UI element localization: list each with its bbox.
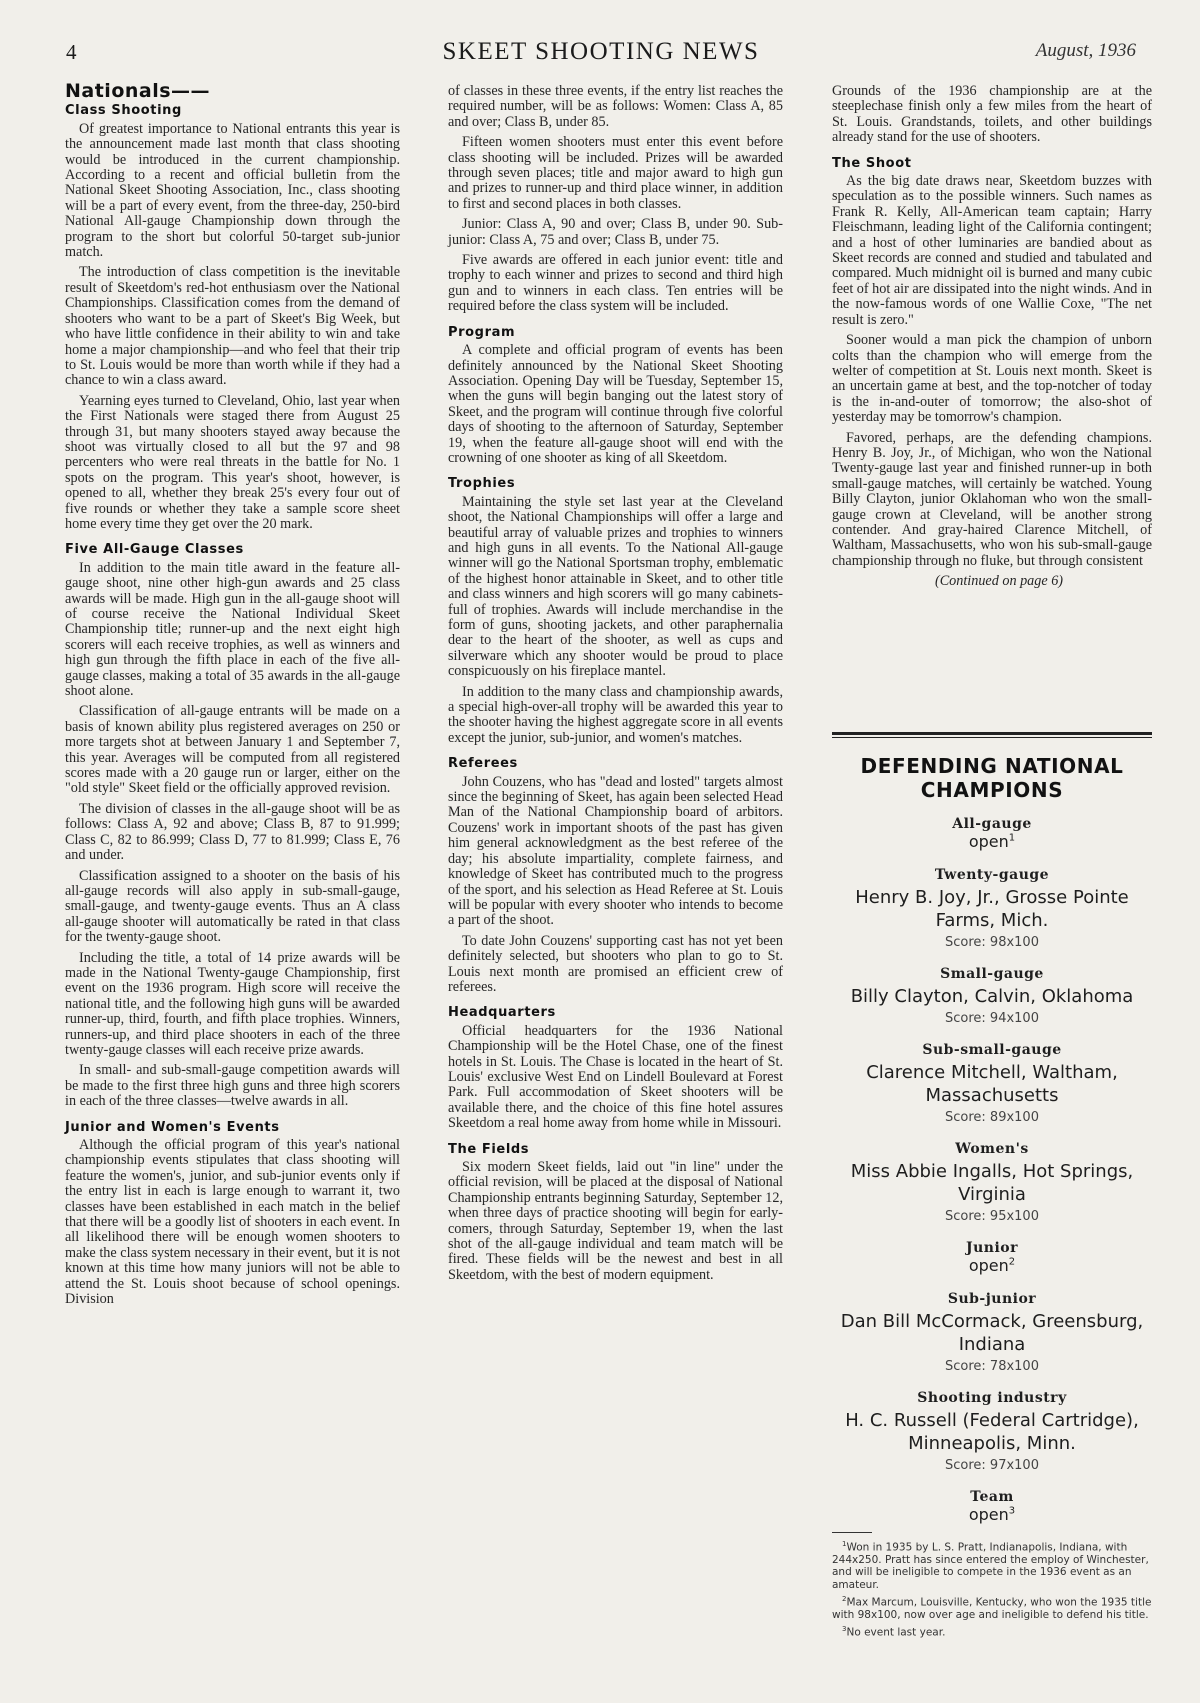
article-column-2: [448, 84, 783, 1288]
champion-entry-team: [832, 1489, 1152, 1524]
champion-name: Dan Bill McCormack, Greensburg, Indiana: [840, 1311, 1144, 1355]
category-name: Sub-junior: [947, 1291, 1037, 1307]
paragraph: Classification assigned to a shooter on the basis of his all-gauge records will also apply in sub-small-gauge, small-gauge, and twenty-gauge events. Thus an A class all-gauge shooter will automatically be rated in that class for the twenty-gauge shoot.: [65, 867, 400, 946]
category-name: Sub-small-gauge: [922, 1042, 1062, 1058]
section-heading: Class Shooting: [65, 103, 182, 119]
paragraph: The division of classes in the all-gauge shoot will be as follows: Class A, 92 and above; Class B, 87 to 91.999; Class C, 82 to 86.999; Class D, 77 to 81.999; Class E, 76 and under.: [65, 800, 400, 864]
paragraph: Official headquarters for the 1936 National Championship will be the Hotel Chase, one of the finest hotels in St. Louis. The Chase is located in the heart of St. Louis' exclusive West End on Lindell Boulevard at Forest Park. Full accommodation of Skeet shooters will be available there, and the choice of this fine hotel assures Skeetdom a real home away from home while in Missouri.: [448, 1022, 783, 1132]
paragraph: To date John Couzens' supporting cast has not yet been definitely selected, but shooters who plan to go to St. Louis next month are promised an efficient crew of referees.: [448, 932, 783, 995]
champion-score: Score: 94x100: [945, 1011, 1039, 1026]
article-column-3: [832, 84, 1152, 595]
paragraph: Of greatest importance to National entrants this year is the announcement made last month that class shooting would be introduced in the current championship. According to a recent and official bulletin from the National Skeet Shooting Association, Inc., class shooting will be a part of every event, from the three-day, 250-bird National All-gauge Championship down through the program to the short but colorful 50-target sub-junior match.: [65, 120, 400, 261]
footnote-divider: [832, 1532, 872, 1533]
champion-entry-all-gauge: [832, 816, 1152, 851]
champion-entry-shooting-industry: [832, 1390, 1152, 1473]
footnote-mark: 1: [1008, 832, 1016, 844]
paragraph: Maintaining the style set last year at the Cleveland shoot, the National Championships will offer a large and beautiful array of valuable prizes and trophies to winners and high guns in all events. To the National All-gauge winner will go the National Sportsman trophy, emblematic of the highest honor attainable in Skeet, and to other title and class winners and high scorers will go many cabinets-full of trophies. Awards will include merchandise in the form of guns, shooting jackets, and other paraphernalia dear to the heart of the shooter, as well as cups and silverware which any shooter would be proud to place conspicuously on his fireplace mantel.: [448, 493, 783, 680]
champion-entry-sub-junior: [832, 1291, 1152, 1374]
section-heading: Headquarters: [448, 1005, 556, 1021]
footnote-mark: 2: [1008, 1256, 1016, 1268]
paragraph: Including the title, a total of 14 prize awards will be made in the National Twenty-gauge Championship, first event on the 1936 program. High score will receive the national title, and the following high guns will be awarded runner-up, third, fourth, and fifth place trophies. Winners, runners-up, and third place shooters in each of the three twenty-gauge classes will each receive prize awards.: [65, 949, 400, 1058]
footnote: $^3$No event last year.: [842, 1625, 946, 1639]
issue-date: August, 1936: [1035, 40, 1136, 61]
champion-score: Score: 98x100: [945, 935, 1039, 950]
paragraph: Five awards are offered in each junior event: title and trophy to each winner and prizes to second and third high gun and to winners in each class. Ten entries will be required before the class system will be included.: [448, 252, 783, 315]
footnotes: [832, 1538, 1152, 1639]
publication-title: SKEET SHOOTING NEWS: [442, 38, 760, 65]
champion-entry-junior: [832, 1240, 1152, 1275]
paragraph: In addition to the many class and championship awards, a special high-over-all trophy will be awarded this year to the shooter having the highest aggregate score in all events except the junior, sub-junior, and women's matches.: [448, 683, 783, 746]
paragraph: Six modern Skeet fields, laid out "in line" under the official revision, will be placed at the disposal of National Championship entrants beginning Saturday, September 12, when three days of practice shooting will begin for early-comers, through Saturday, September 19, when the last shot of the all-gauge individual and team match will be fired. These fields will be the newest and best in all Skeetdom, with the best of modern equipment.: [448, 1159, 783, 1283]
box-title: DEFENDING NATIONAL CHAMPIONS: [860, 754, 1124, 802]
open-status: open$^3$: [968, 1505, 1016, 1524]
champion-score: Score: 89x100: [945, 1110, 1039, 1125]
paragraph: The introduction of class competition is the inevitable result of Skeetdom's red-hot enthusiasm over the National Championships. Classification comes from the demand of shooters who want to be a part of Skeet's Big Week, but who have little confidence in their ability to win and take home a major championship—and who feel that their trip to St. Louis would be more than worth while if they had a chance to win a class award.: [65, 264, 400, 389]
section-heading: The Shoot: [832, 155, 912, 171]
section-heading: Junior and Women's Events: [65, 1119, 280, 1135]
paragraph: Junior: Class A, 90 and over; Class B, under 90. Sub-junior: Class A, 75 and over; Class B, under 75.: [448, 216, 783, 248]
champion-name: Miss Abbie Ingalls, Hot Springs, Virginia: [850, 1161, 1134, 1205]
champion-entry-womens: [832, 1141, 1152, 1224]
category-name: Twenty-gauge: [934, 867, 1050, 883]
page-header: [66, 38, 1136, 72]
continued-note: (Continued on page 6): [934, 573, 1064, 590]
paragraph: In addition to the main title award in the feature all-gauge shoot, nine other high-gun awards and 25 class awards will be made. High gun in the all-gauge shoot will of course receive the National Individual Skeet Championship title; runner-up and the next eight high scorers will each receive trophies, as well as winners and high gun through the fifth place in each of the five all-gauge classes, making a total of 35 awards in the all-gauge shoot alone.: [65, 559, 400, 700]
defending-champions-box: [832, 732, 1152, 1672]
champion-name: H. C. Russell (Federal Cartridge), Minneapolis, Minn.: [845, 1410, 1139, 1454]
champion-entry-twenty-gauge: [832, 867, 1152, 950]
open-status: open$^1$: [968, 832, 1016, 851]
champion-score: Score: 95x100: [945, 1209, 1039, 1224]
paragraph: Fifteen women shooters must enter this event before class shooting will be included. Prizes will be awarded through seven places; title and major award to high gun and prizes to runner-up and third place winner, in addition to first and second places in both classes.: [448, 134, 783, 212]
section-heading: Program: [448, 324, 516, 340]
paragraph: Although the official program of this year's national championship events stipulates that class shooting will feature the women's, junior, and sub-junior events only if the entry list in each is large enough to warrant it, two classes have been established in each match in the belief that there will be a goodly list of shooters in each event. In all likelihood there will be enough women shooters to make the class system necessary in their event, but it is not known at this time how many juniors will not be able to attend the St. Louis shoot because of school openings. Division: [65, 1137, 400, 1308]
paragraph: of classes in these three events, if the entry list reaches the required number, will be as follows: Women: Class A, 85 and over; Class B, under 85.: [448, 83, 783, 130]
section-heading: Referees: [448, 756, 518, 772]
paragraph: Grounds of the 1936 championship are at the steeplechase finish only a few miles from the heart of St. Louis. Grandstands, toilets, and other buildings already stand for the use of shooters.: [832, 83, 1152, 146]
champion-score: Score: 97x100: [945, 1458, 1039, 1473]
box-top-rule: [832, 732, 1152, 735]
champion-name: Clarence Mitchell, Waltham, Massachusetts: [866, 1062, 1118, 1106]
category-name: Small-gauge: [940, 966, 1044, 982]
footnote-mark: 3: [1008, 1505, 1016, 1517]
champion-entry-small-gauge: [832, 966, 1152, 1026]
footnote: $^2$Max Marcum, Louisville, Kentucky, who won the 1935 title with 98x100, now over age and ineligible to defend his title.: [832, 1595, 1152, 1622]
champion-entry-sub-small-gauge: [832, 1042, 1152, 1125]
footnote: $^1$Won in 1935 by L. S. Pratt, Indianapolis, Indiana, with 244x250. Pratt has since entered the employ of Winchester, and will be ineligible to compete in the 1936 event as an amateur.: [832, 1540, 1149, 1591]
section-heading: Five All-Gauge Classes: [65, 542, 244, 558]
box-top-rule-thin: [832, 737, 1152, 738]
category-name: Shooting industry: [917, 1390, 1067, 1406]
category-name: Team: [970, 1489, 1014, 1505]
paragraph: Classification of all-gauge entrants will be made on a basis of known ability plus registered averages on 250 or more targets shot at between January 1 and September 7, this year. Averages will be computed from all registered scores made with a 20 gauge run or larger, either on the "old style" Skeet field or the officially approved revision.: [65, 703, 400, 797]
paragraph: Favored, perhaps, are the defending champions. Henry B. Joy, Jr., of Michigan, who won the National Twenty-gauge last year and finished runner-up in both small-gauge matches, will certainly be watched. Young Billy Clayton, junior Oklahoman who won the small-gauge crown at Cleveland, will be another strong contender. And gray-haired Clarence Mitchell, of Waltham, Massachusetts, who won his sub-small-gauge championship through no fluke, but through consistent: [832, 429, 1152, 569]
paragraph: A complete and official program of events has been definitely announced by the National Skeet Shooting Association. Opening Day will be Tuesday, September 15, when the guns will begin banging out the latest story of Skeet, and the program will continue through five colorful days of shooting to the afternoon of Saturday, September 19, when the feature all-gauge shoot will end with the crowning of one shooter as king of all Skeetdom.: [448, 342, 783, 466]
open-status: open$^2$: [968, 1256, 1016, 1275]
paragraph: Yearning eyes turned to Cleveland, Ohio, last year when the First Nationals were staged there from August 25 through 31, but many shooters stayed away because the shoot was virtually closed to all but the 97 and 98 percenters who were real threats in the battle for No. 1 spots on the program. This year's shoot, however, is opened to all, whether they break 25's every four out of five rounds or whether they take a sample score sheet home every time they get over the 20 mark.: [65, 392, 400, 532]
champion-name: Billy Clayton, Calvin, Oklahoma: [850, 986, 1134, 1007]
paragraph: As the big date draws near, Skeetdom buzzes with speculation as to the possible winners. Such names as Frank R. Kelly, All-American team captain; Harry Fleischmann, leading light of the California contingent; and a host of other luminaries are bandied about as Skeet records are conned and studied and tabulated and compared. Much midnight oil is burned and many cubic feet of hot air are dissipated into the night winds. And in the now-famous words of one Wallie Coxe, "The net result is zero.": [832, 173, 1152, 328]
champion-name: Henry B. Joy, Jr., Grosse Pointe Farms, Mich.: [855, 887, 1129, 931]
article-headline: Nationals——: [65, 80, 211, 102]
paragraph: Sooner would a man pick the champion of unborn colts than the champion who will emerge from the welter of competition at St. Louis next month. Skeet is an uncertain game at best, and the top-notcher of today is the in-and-outer of tomorrow; the also-shot of yesterday may be tomorrow's champion.: [832, 332, 1152, 426]
section-heading: The Fields: [448, 1141, 530, 1157]
article-column-1: [65, 80, 400, 1312]
paragraph: John Couzens, who has "dead and losted" targets almost since the beginning of Skeet, has again been selected Head Man of the National Championship board of arbitors. Couzens' work in important shoots of the past has given him general acknowledgment as the best referee of the day; his absolute impartiality, complete fairness, and knowledge of Skeet has contributed much to the progress of the sport, and his selection as Head Referee at St. Louis will be popular with every shooter who intends to become a part of the shoot.: [448, 773, 783, 929]
section-heading: Trophies: [448, 476, 516, 492]
paragraph: In small- and sub-small-gauge competition awards will be made to the first three high guns and three high scorers in each of the three classes—twelve awards in all.: [65, 1062, 400, 1110]
page-number: 4: [66, 40, 77, 64]
category-name: Women's: [955, 1141, 1029, 1157]
champion-score: Score: 78x100: [945, 1359, 1039, 1374]
category-name: Junior: [965, 1240, 1018, 1256]
category-name: All-gauge: [952, 816, 1032, 832]
